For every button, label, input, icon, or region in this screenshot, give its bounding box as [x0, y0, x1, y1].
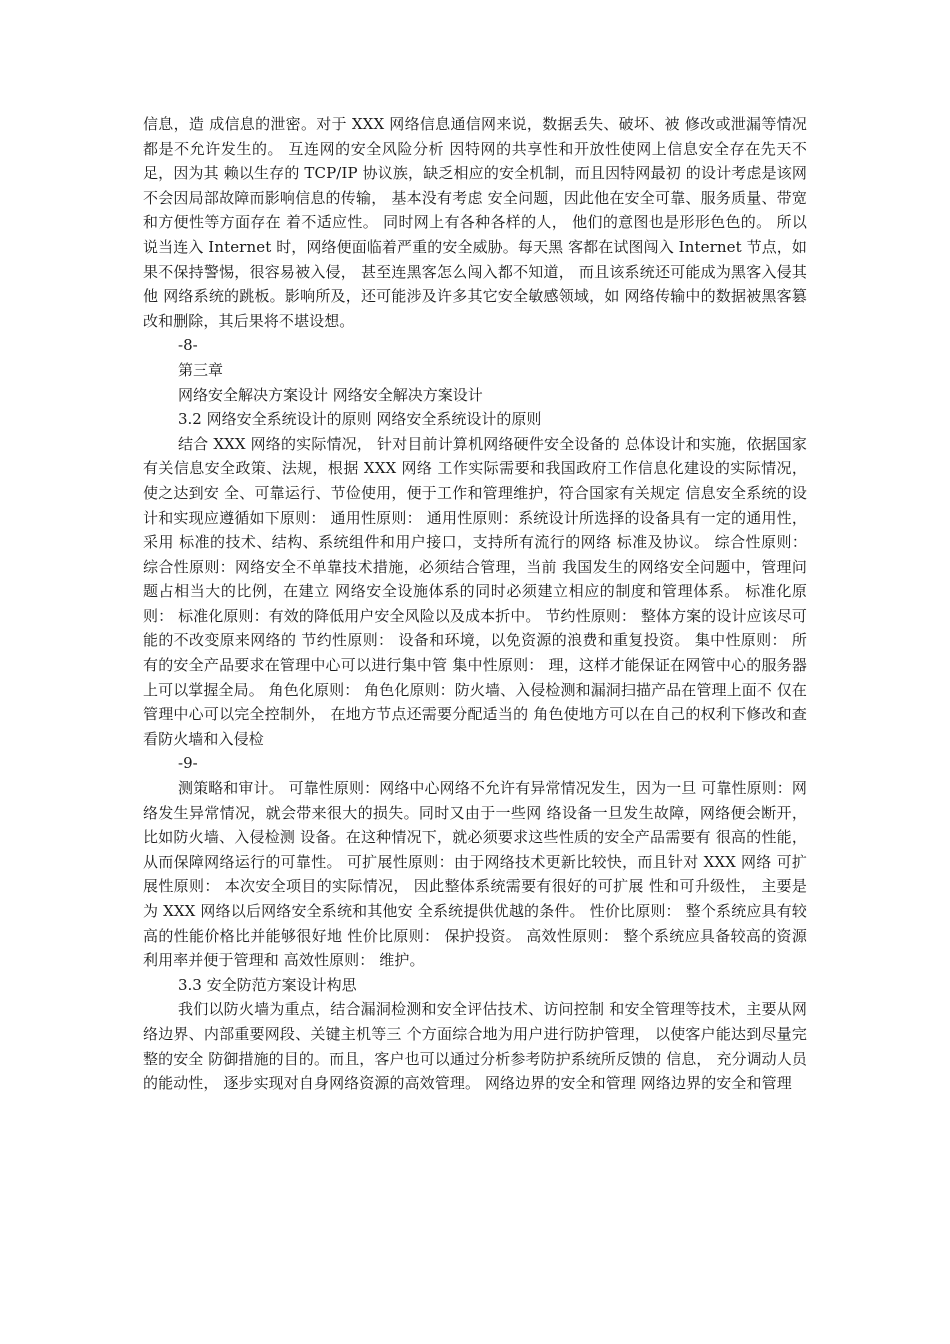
paragraph-defense-concept: 我们以防火墙为重点，结合漏洞检测和安全评估技术、访问控制 和安全管理等技术，主要从网络边界、内部重要网段、关键主机等三 个方面综合地为用户进行防护管理， 以使客户能达到尽量完整的安全 防御措施的目的。而且，客户也可以通过分析参考防护系统所反馈的 信息， 充分调动人员的能动性， 逐步实现对自身网络资源的高效管理。 网络边界的安全和管理 网络边界的安全和管理 [143, 1000, 807, 1093]
page-number-8: -8- [178, 336, 198, 355]
paragraph-internet-risk: 信息，造 成信息的泄密。对于 XXX 网络信息通信网来说，数据丢失、破坏、被 修改或泄漏等情况都是不允许发生的。 互连网的安全风险分析 因特网的共享性和开放性使网上信息安全存在先天不足，因为其 赖以生存的 TCP/IP 协议族，缺乏相应的安全机制，而且因特网最初 的设计考虑是该网不会因局部故障而影响信息的传输， 基本没有考虑 安全问题，因此他在安全可靠、服务质量、带宽和方便性等方面存在 着不适应性。 同时网上有各种各样的人， 他们的意图也是形形色色的。 所以说当连入 Internet 时，网络便面临着严重的安全威胁。每天黑 客都在试图闯入 Internet 节点，如果不保持警惕，很容易被入侵， 甚至连黑客怎么闯入都不知道， 而且该系统还可能成为黑客入侵其他 网络系统的跳板。影响所及，还可能涉及许多其它安全敏感领域，如 网络传输中的数据被黑客篡改和删除，其后果将不堪设想。 [143, 115, 807, 330]
document-page [143, 112, 807, 1096]
section-heading-3-2: 3.2 网络安全系统设计的原则 网络安全系统设计的原则 [178, 410, 542, 429]
chapter-label: 第三章 [178, 360, 224, 379]
paragraph-design-principles: 结合 XXX 网络的实际情况， 针对目前计算机网络硬件安全设备的 总体设计和实施，依据国家有关信息安全政策、法规，根据 XXX 网络 工作实际需要和我国政府工作信息化建设的实际情况，使之达到安 全、可靠运行、节俭使用，便于工作和管理维护，符合国家有关规定 信息安全系统的设计和实现应遵循如下原则： 通用性原则： 通用性原则：系统设计所选择的设备具有一定的通用性，采用 标准的技术、结构、系统组件和用户接口，支持所有流行的网络 标准及协议。 综合性原则： 综合性原则：网络安全不单靠技术措施，必须结合管理，当前 我国发生的网络安全问题中，管理问题占相当大的比例，在建立 网络安全设施体系的同时必须建立相应的制度和管理体系。 标准化原则： 标准化原则：有效的降低用户安全风险以及成本折中。 节约性原则： 整体方案的设计应该尽可能的不改变原来网络的 节约性原则： 设备和环境，以免资源的浪费和重复投资。 集中性原则： 所有的安全产品要求在管理中心可以进行集中管 集中性原则： 理，这样才能保证在网管中心的服务器上可以掌握全局。 角色化原则： 角色化原则：防火墙、入侵检测和漏洞扫描产品在管理上面不 仅在管理中心可以完全控制外， 在地方节点还需要分配适当的 角色使地方可以在自己的权利下修改和查看防火墙和入侵检 [143, 434, 807, 748]
section-heading-3-3: 3.3 安全防范方案设计构思 [178, 975, 357, 994]
chapter-title: 网络安全解决方案设计 网络安全解决方案设计 [178, 385, 483, 404]
paragraph-reliability-principles: 测策略和审计。 可靠性原则：网络中心网络不允许有异常情况发生，因为一旦 可靠性原则：网络发生异常情况，就会带来很大的损失。同时又由于一些网 络设备一旦发生故障，网络便会断开，比如防火墙、入侵检测 设备。在这种情况下，就必须要求这些性质的安全产品需要有 很高的性能，从而保障网络运行的可靠性。 可扩展性原则：由于网络技术更新比较快，而且针对 XXX 网络 可扩展性原则： 本次安全项目的实际情况， 因此整体系统需要有很好的可扩展 性和可升级性， 主要是为 XXX 网络以后网络安全系统和其他安 全系统提供优越的条件。 性价比原则： 整个系统应具有较高的性能价格比并能够很好地 性价比原则： 保护投资。 高效性原则： 整个系统应具备较高的资源利用率并便于管理和 高效性原则： 维护。 [143, 779, 807, 970]
page-number-9: -9- [178, 754, 198, 773]
